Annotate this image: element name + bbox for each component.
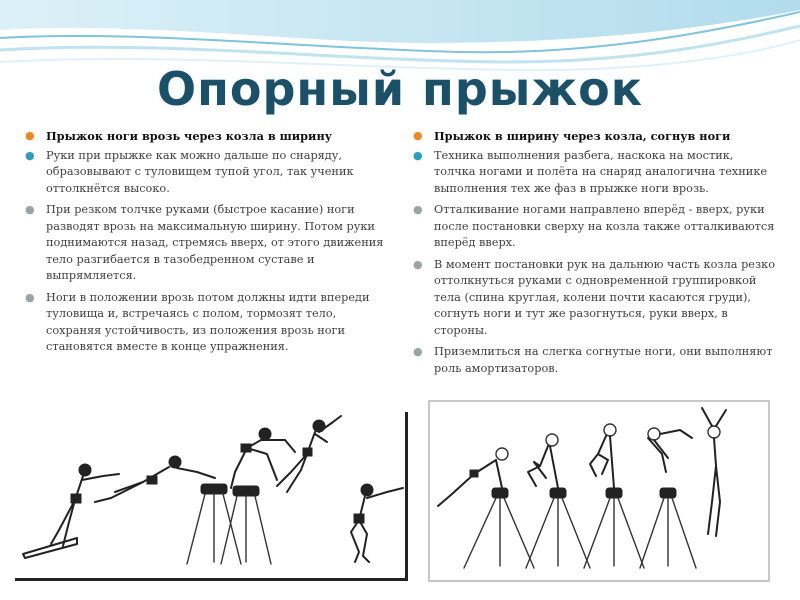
right-paragraph-1: Техника выполнения разбега, наскока на мостик, толчка ногами и полёта на снаряд аналогична технике выполнения тех же фаз в прыжке ноги врозь. (434, 148, 768, 195)
right-paragraph-4: Приземлиться на слегка согнутые ноги, они выполняют роль амортизаторов. (434, 345, 773, 375)
bullet-icon: ● (413, 345, 423, 358)
right-paragraph-3: В момент постановки рук на дальнюю часть козла резко оттолкнуться руками с одновременной группировкой тела (спина круглая, колени почти касаются груди), согнуть ноги и тут же разогнуться, руки вверх, в стороны. (434, 257, 776, 337)
right-paragraph-2: Отталкивание ногами направлено вперёд - вверх, руки после постановки сверху на козла также отталкиваются вперёд вверх. (434, 203, 775, 249)
right-heading: Прыжок в ширину через козла, согнув ноги (434, 129, 731, 143)
gymnast-figure-4 (648, 428, 692, 472)
list-item (20, 148, 390, 198)
gymnast-figure-2 (528, 434, 558, 488)
list-item (408, 148, 778, 198)
bullet-icon: ● (25, 290, 35, 304)
left-paragraph-3: Ноги в положении врозь потом должны идти впереди туловища и, встречаясь с полом, тормозят тело, сохраняя устойчивость, из положения врозь ноги становятся вместе в конце упражнения. (46, 290, 370, 353)
straddle-vault-sequence-icon (15, 412, 405, 578)
bullet-icon: ● (413, 148, 423, 162)
bullet-icon: ● (25, 203, 35, 216)
gymnast-figure-1 (51, 464, 119, 546)
gymnast-figure-5 (702, 408, 726, 536)
bullet-icon: ● (413, 257, 423, 271)
bullet-icon: ● (413, 129, 423, 142)
left-heading: Прыжок ноги врозь через козла в ширину (46, 129, 332, 143)
vaulting-horse-icon (221, 486, 271, 564)
list-item (20, 202, 390, 285)
bullet-icon: ● (25, 129, 35, 142)
vaulting-horse-icon (464, 488, 696, 568)
gymnast-figure-5 (351, 484, 403, 562)
left-paragraph-2: При резком толчке руками (быстрое касание) ноги разводят врозь на максимальную ширину. Потом руки поднимаются назад, стремясь вверх, от этого движения тело разгибается в тазобедренном суставе и выпрямляется. (46, 203, 384, 282)
bullet-icon: ● (25, 148, 35, 162)
squat-vault-sequence-icon (430, 402, 768, 580)
left-text-column (20, 128, 390, 361)
list-item (20, 290, 390, 356)
straddle-vault-illustration (15, 412, 408, 581)
list-item (408, 202, 778, 252)
vaulting-horse-icon (187, 484, 241, 564)
bullet-icon: ● (413, 203, 423, 216)
page-title: Опорный прыжок (157, 62, 643, 116)
list-item (408, 257, 778, 340)
left-heading-item (20, 128, 390, 145)
squat-vault-illustration (428, 400, 770, 582)
right-text-column (408, 128, 778, 382)
gymnast-figure-2 (95, 456, 215, 502)
list-item (408, 344, 778, 377)
gymnast-figure-3 (590, 424, 616, 488)
left-paragraph-1: Руки при прыжке как можно дальше по снаряду, образовывают с туловищем тупой угол, так ученик оттолкнётся высоко. (46, 148, 354, 195)
right-heading-item (408, 128, 778, 145)
gymnast-figure-4 (277, 416, 341, 492)
springboard-icon (23, 538, 77, 558)
